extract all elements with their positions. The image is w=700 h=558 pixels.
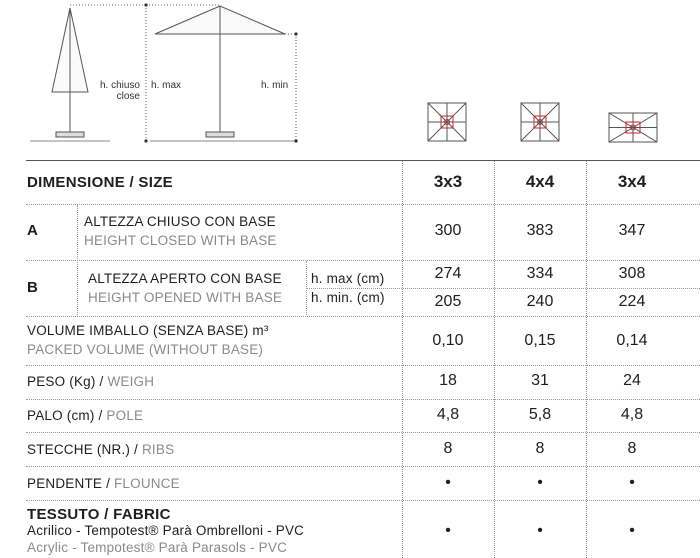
row-a-letter: A xyxy=(27,222,38,239)
pole-value: 5,8 xyxy=(528,406,552,423)
size-header-4x4: 4x4 xyxy=(525,172,555,191)
row-b-label-en: HEIGHT OPENED WITH BASE xyxy=(88,290,283,305)
row-b-letter: B xyxy=(27,279,38,296)
umbrella-diagram xyxy=(0,0,700,150)
col-divider xyxy=(402,161,403,558)
weight-value: 24 xyxy=(623,372,641,389)
row-divider xyxy=(26,399,700,400)
weight-value: 18 xyxy=(439,372,457,389)
dimension-marker xyxy=(144,3,147,6)
pole-label-it: PALO (cm) xyxy=(27,408,95,423)
dimension-marker xyxy=(294,32,297,35)
fabric-value: • xyxy=(537,522,543,539)
weight-label-it: PESO (Kg) xyxy=(27,374,96,389)
closed-height-label-en: close xyxy=(116,91,140,102)
dimension-marker xyxy=(294,139,297,142)
row-divider xyxy=(26,500,700,501)
plan-4x4-icon xyxy=(521,103,559,141)
pole-value: 4,8 xyxy=(436,406,460,423)
row-b-max-value: 274 xyxy=(434,265,462,282)
row-b-sub-max: h. max (cm) xyxy=(311,271,385,286)
ribs-label: STECCHE (NR.) / RIBS xyxy=(27,442,175,457)
row-a-label-it: ALTEZZA CHIUSO CON BASE xyxy=(84,214,276,229)
pole-label: PALO (cm) / POLE xyxy=(27,408,144,423)
fabric-value: • xyxy=(629,522,635,539)
flounce-label: PENDENTE / FLOUNCE xyxy=(27,476,180,491)
row-b-sub-min: h. min. (cm) xyxy=(311,290,385,305)
row-divider xyxy=(26,204,700,205)
row-divider xyxy=(26,432,700,433)
col-divider xyxy=(77,205,78,315)
fabric-title: TESSUTO / FABRIC xyxy=(27,506,171,523)
volume-label-it: VOLUME IMBALLO (SENZA BASE) m³ xyxy=(27,323,269,338)
ribs-value: 8 xyxy=(627,440,637,457)
size-header-3x3: 3x3 xyxy=(433,172,463,191)
col-divider xyxy=(586,161,587,558)
ribs-label-en: RIBS xyxy=(141,442,175,457)
weight-label: PESO (Kg) / WEIGH xyxy=(27,374,155,389)
header-title-it: DIMENSIONE xyxy=(27,174,126,191)
fabric-line-en: Acrylic - Tempotest® Parà Parasols - PVC xyxy=(27,540,288,555)
row-divider xyxy=(26,316,700,317)
row-b-label-it: ALTEZZA APERTO CON BASE xyxy=(88,271,282,286)
row-a-value: 347 xyxy=(618,222,646,239)
flounce-label-it: PENDENTE xyxy=(27,476,103,491)
row-b-min-value: 240 xyxy=(526,293,554,310)
ribs-label-it: STECCHE (NR.) xyxy=(27,442,131,457)
flounce-value: • xyxy=(629,474,635,491)
volume-value: 0,15 xyxy=(524,332,556,349)
row-a-label-en: HEIGHT CLOSED WITH BASE xyxy=(84,233,277,248)
col-divider xyxy=(306,261,307,315)
min-height-label: h. min xyxy=(261,80,289,91)
size-header-3x4: 3x4 xyxy=(617,172,647,191)
plan-3x4-icon xyxy=(609,113,657,142)
fabric-line-it: Acrilico - Tempotest® Parà Ombrelloni - PVC xyxy=(27,523,305,538)
flounce-value: • xyxy=(445,474,451,491)
max-height-label: h. max xyxy=(151,80,182,91)
closed-height-label xyxy=(98,80,140,102)
row-divider xyxy=(26,260,700,261)
row-a-value: 300 xyxy=(434,222,462,239)
col-divider xyxy=(494,161,495,558)
table-header-title xyxy=(27,174,173,191)
plan-3x3-icon xyxy=(428,103,466,141)
row-b-max-value: 308 xyxy=(618,265,646,282)
closed-height-label-it: h. chiuso xyxy=(99,80,140,91)
ribs-value: 8 xyxy=(443,440,453,457)
volume-value: 0,14 xyxy=(616,332,648,349)
pole-value: 4,8 xyxy=(620,406,644,423)
row-divider xyxy=(26,466,700,467)
volume-label-en: PACKED VOLUME (WITHOUT BASE) xyxy=(27,342,264,357)
row-a-value: 383 xyxy=(526,222,554,239)
row-b-max-value: 334 xyxy=(526,265,554,282)
header-title-en: SIZE xyxy=(138,174,173,191)
row-b-min-value: 205 xyxy=(434,293,462,310)
row-b-min-value: 224 xyxy=(618,293,646,310)
flounce-label-en: FLOUNCE xyxy=(113,476,180,491)
flounce-value: • xyxy=(537,474,543,491)
row-divider xyxy=(306,288,700,289)
row-divider xyxy=(26,365,700,366)
volume-value: 0,10 xyxy=(432,332,464,349)
pole-label-en: POLE xyxy=(106,408,144,423)
weight-value: 31 xyxy=(531,372,549,389)
dimension-marker xyxy=(144,139,147,142)
table-top-rule xyxy=(26,160,700,161)
fabric-value: • xyxy=(445,522,451,539)
ribs-value: 8 xyxy=(535,440,545,457)
closed-umbrella-illustration xyxy=(30,8,110,141)
header-separator: / xyxy=(129,174,134,191)
weight-label-en: WEIGH xyxy=(107,374,155,389)
open-umbrella-illustration xyxy=(150,6,298,141)
